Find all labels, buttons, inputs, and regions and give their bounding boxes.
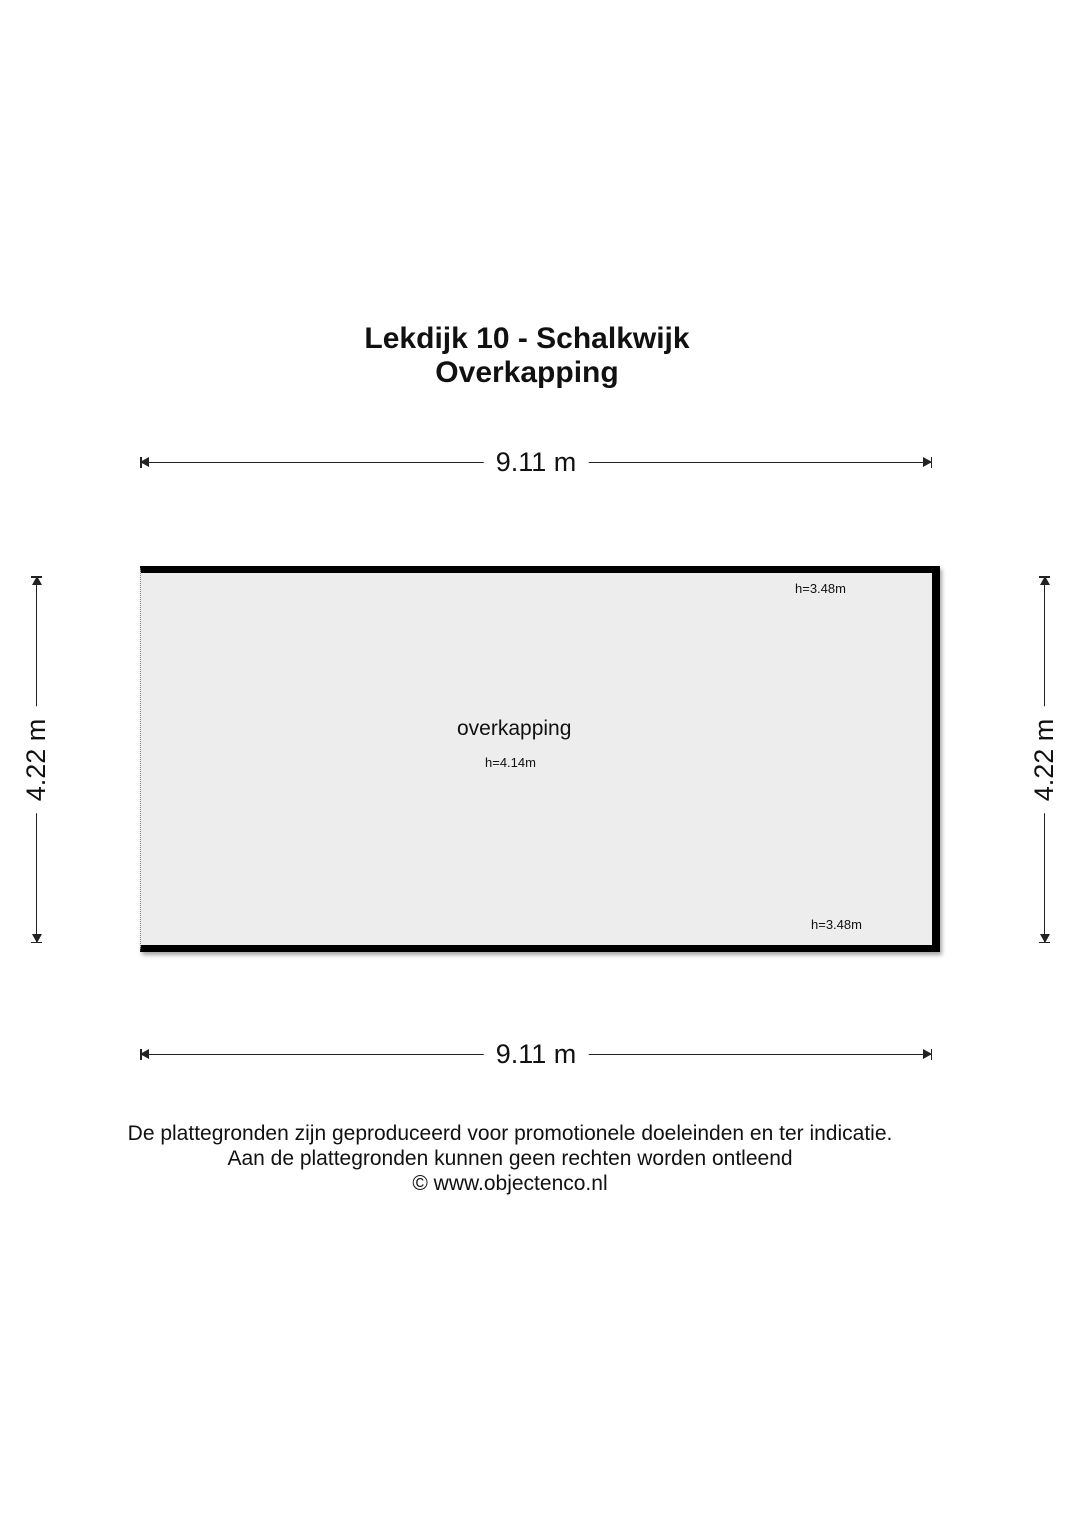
tick-mark xyxy=(31,576,42,578)
bottom-width-dimension xyxy=(140,1039,932,1069)
floor-plan-title xyxy=(0,322,1054,390)
tick-mark xyxy=(31,942,42,944)
copyright-line: © www.objectenco.nl xyxy=(412,1172,608,1195)
tick-mark xyxy=(1039,576,1050,578)
room-overkapping xyxy=(140,566,940,952)
ceiling-height-bottom-right: h=3.48m xyxy=(811,917,862,932)
room-name-label: overkapping xyxy=(457,717,572,740)
tick-mark xyxy=(931,457,933,468)
disclaimer xyxy=(0,1121,1020,1196)
left-depth-dimension xyxy=(21,576,51,943)
bottom-width-label: 9.11 m xyxy=(484,1037,589,1071)
disclaimer-line-1: De plattegronden zijn geproduceerd voor promotionele doeleinden en ter indicatie. xyxy=(127,1122,893,1145)
tick-mark xyxy=(140,457,142,468)
tick-mark xyxy=(931,1049,933,1060)
ceiling-height-center: h=4.14m xyxy=(485,755,536,770)
address-title: Lekdijk 10 - Schalkwijk xyxy=(364,322,690,355)
floor-title: Overkapping xyxy=(435,356,619,389)
top-width-label: 9.11 m xyxy=(484,445,589,479)
right-depth-dimension xyxy=(1029,576,1059,943)
top-width-dimension xyxy=(140,447,932,477)
tick-mark xyxy=(140,1049,142,1060)
ceiling-height-top-right: h=3.48m xyxy=(795,581,846,596)
right-depth-label: 4.22 m xyxy=(1028,706,1060,813)
disclaimer-line-2: Aan de plattegronden kunnen geen rechten worden ontleend xyxy=(227,1147,793,1170)
left-depth-label: 4.22 m xyxy=(20,706,52,813)
tick-mark xyxy=(1039,942,1050,944)
